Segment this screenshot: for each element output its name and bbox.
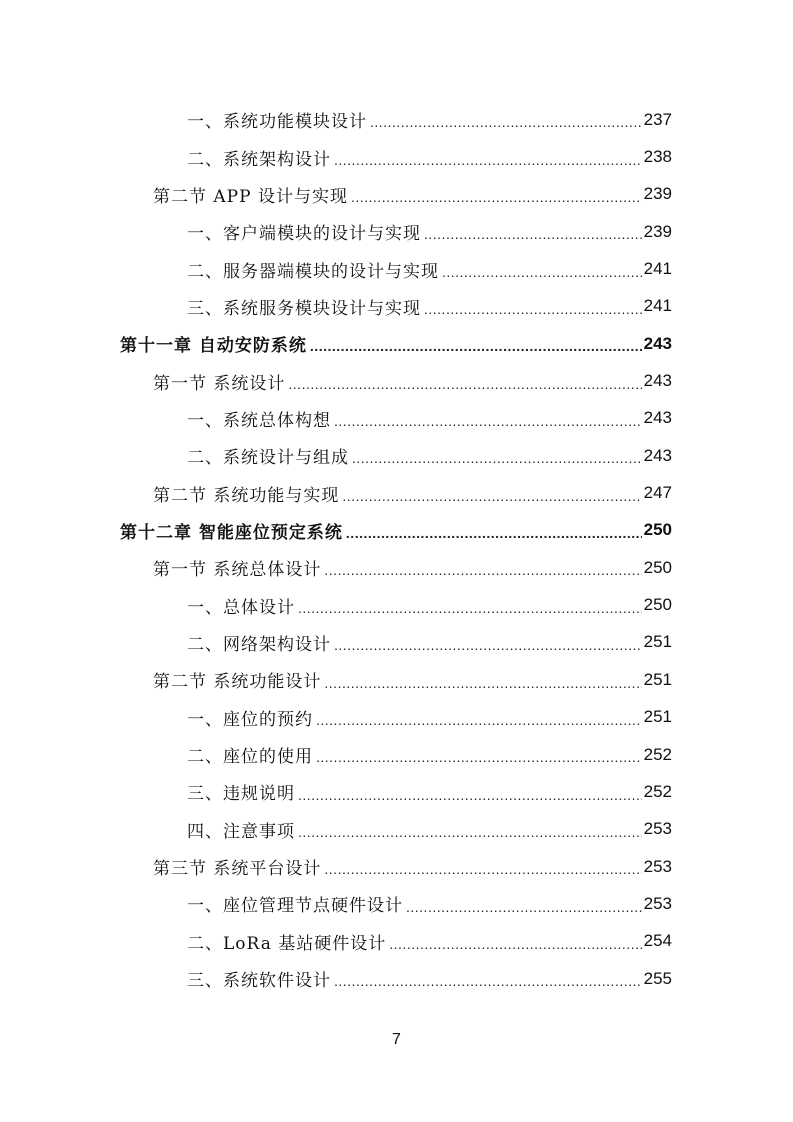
toc-entry-title: 一、座位的预约 [187, 709, 313, 730]
dot-leader [298, 788, 642, 811]
toc-entry-page: 251 [643, 632, 672, 652]
toc-entry-page: 252 [643, 781, 672, 801]
dot-leader [310, 339, 642, 362]
dot-leader [298, 601, 642, 624]
dot-leader [334, 153, 642, 176]
toc-entry-page: 254 [643, 931, 672, 951]
toc-entry-page: 243 [643, 408, 672, 428]
toc-entry-title: 第三节 系统平台设计 [153, 859, 322, 880]
toc-entry-title: 三、系统软件设计 [187, 971, 331, 992]
dot-leader [324, 862, 641, 885]
dot-leader [406, 900, 642, 923]
dot-leader [389, 937, 641, 960]
toc-entry-page: 250 [643, 520, 672, 540]
toc-entry[interactable] [0, 176, 793, 213]
toc-entry-title: 一、座位管理节点硬件设计 [187, 896, 403, 917]
toc-entry-title: 第二节 APP 设计与实现 [153, 186, 348, 207]
dot-leader [298, 825, 642, 848]
toc-entry-page: 253 [643, 893, 672, 913]
dot-leader [342, 489, 641, 512]
toc-entry[interactable] [0, 885, 793, 922]
dot-leader [346, 526, 642, 549]
dot-leader [424, 227, 642, 250]
toc-entry[interactable] [0, 362, 793, 399]
dot-leader [442, 265, 642, 288]
toc-entry[interactable] [0, 437, 793, 474]
toc-entry-title: 第二节 系统功能设计 [153, 672, 322, 693]
toc-entry-page: 253 [643, 819, 672, 839]
dot-leader [424, 302, 642, 325]
toc-entry-title: 第二节 系统功能与实现 [153, 485, 340, 506]
toc-entry-title: 一、客户端模块的设计与实现 [187, 224, 421, 245]
toc-entry[interactable] [0, 138, 793, 175]
toc-entry-page: 250 [643, 595, 672, 615]
toc-entry-page: 243 [643, 445, 672, 465]
toc-entry-page: 251 [643, 707, 672, 727]
dot-leader [334, 638, 642, 661]
dot-leader [324, 563, 641, 586]
toc-entry-page: 237 [643, 109, 672, 129]
toc-entry-page: 243 [643, 333, 672, 353]
toc-entry-title: 第一节 系统设计 [153, 373, 286, 394]
toc-entry-title: 二、LoRa 基站硬件设计 [187, 933, 387, 954]
toc-chapter-entry[interactable] [0, 325, 793, 362]
toc-entry[interactable] [0, 736, 793, 773]
toc-entry-page: 239 [643, 184, 672, 204]
toc-entry-title: 一、总体设计 [187, 597, 295, 618]
toc-entry[interactable] [0, 250, 793, 287]
toc-entry[interactable] [0, 773, 793, 810]
toc-entry[interactable] [0, 960, 793, 997]
toc-entry[interactable] [0, 400, 793, 437]
toc-entry-title: 二、服务器端模块的设计与实现 [187, 261, 439, 282]
toc-entry[interactable] [0, 624, 793, 661]
dot-leader [334, 414, 642, 437]
toc-entry-title: 三、系统服务模块设计与实现 [187, 298, 421, 319]
toc-entry-page: 253 [643, 856, 672, 876]
toc-entry-title: 二、系统设计与组成 [187, 448, 349, 469]
toc-entry[interactable] [0, 699, 793, 736]
toc-entry[interactable] [0, 549, 793, 586]
toc-entry-page: 247 [643, 483, 672, 503]
dot-leader [352, 451, 642, 474]
toc-entry[interactable] [0, 661, 793, 698]
table-of-contents [0, 101, 793, 997]
toc-entry[interactable] [0, 474, 793, 511]
toc-entry[interactable] [0, 586, 793, 623]
toc-entry-page: 255 [643, 968, 672, 988]
toc-entry[interactable] [0, 288, 793, 325]
toc-entry-title: 二、座位的使用 [187, 747, 313, 768]
toc-entry[interactable] [0, 848, 793, 885]
page-number: 7 [392, 1031, 401, 1048]
dot-leader [324, 676, 641, 699]
toc-entry-title: 四、注意事项 [187, 821, 295, 842]
toc-chapter-entry[interactable] [0, 512, 793, 549]
dot-leader [316, 713, 642, 736]
toc-entry-title: 二、网络架构设计 [187, 634, 331, 655]
toc-entry[interactable] [0, 101, 793, 138]
toc-entry-page: 238 [643, 147, 672, 167]
toc-entry-title: 第十二章 智能座位预定系统 [120, 522, 343, 543]
toc-entry-title: 一、系统总体构想 [187, 410, 331, 431]
toc-entry-page: 250 [643, 557, 672, 577]
toc-entry-page: 241 [643, 296, 672, 316]
toc-entry-title: 第十一章 自动安防系统 [120, 336, 307, 357]
toc-entry-title: 第一节 系统总体设计 [153, 560, 322, 581]
toc-entry-title: 二、系统架构设计 [187, 149, 331, 170]
toc-entry-title: 一、系统功能模块设计 [187, 112, 367, 133]
toc-entry-page: 251 [643, 669, 672, 689]
dot-leader [288, 377, 641, 400]
dot-leader [334, 974, 642, 997]
toc-entry-page: 241 [643, 259, 672, 279]
toc-entry-page: 239 [643, 221, 672, 241]
dot-leader [370, 115, 642, 138]
toc-entry-page: 252 [643, 744, 672, 764]
toc-entry[interactable] [0, 923, 793, 960]
toc-entry-title: 三、违规说明 [187, 784, 295, 805]
dot-leader [316, 750, 642, 773]
toc-entry[interactable] [0, 213, 793, 250]
toc-entry[interactable] [0, 811, 793, 848]
toc-entry-page: 243 [643, 371, 672, 391]
dot-leader [351, 190, 642, 213]
